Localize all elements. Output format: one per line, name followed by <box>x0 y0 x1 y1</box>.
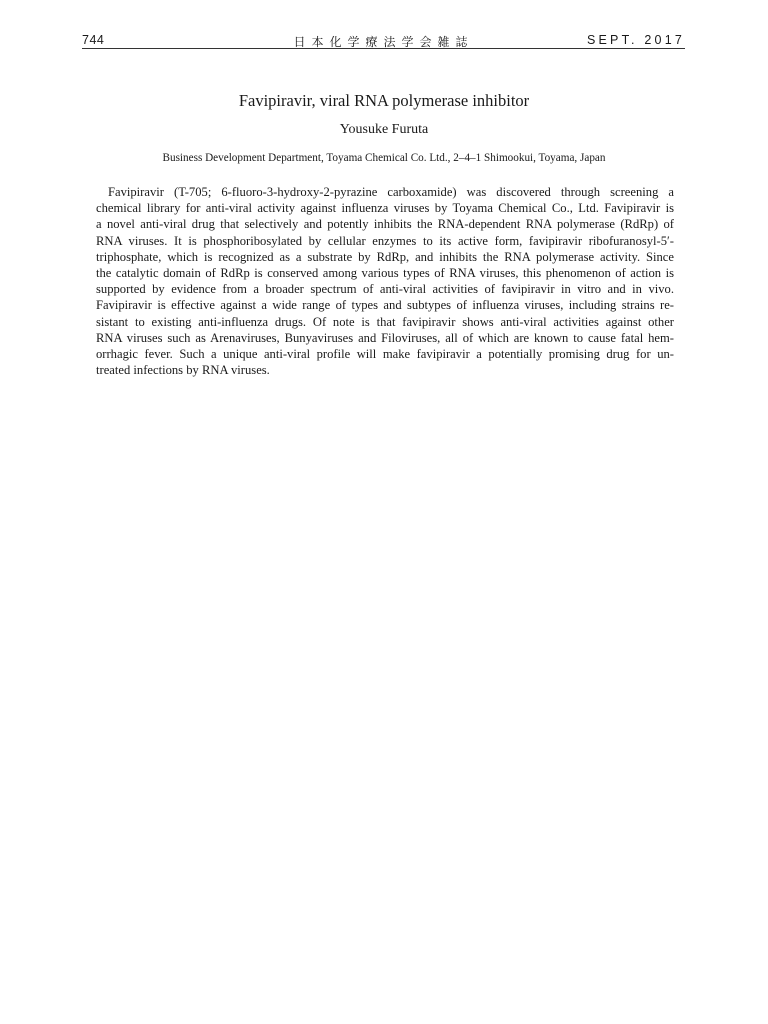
abstract-line: sistant to existing anti-influenza drugs. Of note is that favipiravir shows anti-viral activities against other <box>96 314 674 329</box>
abstract-line: supported by evidence from a broader spectrum of anti-viral activities of favipiravir in vitro and in vivo. <box>96 282 674 297</box>
abstract-line: the catalytic domain of RdRp is conserved among various types of RNA viruses, this phenomenon of action is <box>96 266 674 281</box>
abstract-line: RNA viruses such as Arenaviruses, Bunyaviruses and Filoviruses, all of which are known to cause fatal hem- <box>96 330 674 345</box>
issue-date: SEPT. 2017 <box>586 33 685 47</box>
abstract-line: chemical library for anti-viral activity against influenza viruses by Toyama Chemical Co., Ltd. Favipiravir is <box>96 201 674 216</box>
article-title: Favipiravir, viral RNA polymerase inhibitor <box>238 91 530 110</box>
author-affiliation: Business Development Department, Toyama Chemical Co. Ltd., 2–4–1 Shimookui, Toyama, Japan <box>162 152 606 164</box>
abstract-line: orrhagic fever. Such a unique anti-viral profile will make favipiravir a potentially promising drug for un- <box>96 347 674 362</box>
abstract <box>96 184 674 378</box>
abstract-line: treated infections by RNA viruses. <box>96 363 270 378</box>
abstract-line: RNA viruses. It is phosphoribosylated by cellular enzymes to its active form, favipiravir ribofuranosyl-5′- <box>96 233 674 248</box>
page-number: 744 <box>82 33 105 47</box>
abstract-line: Favipiravir is effective against a wide range of types and subtypes of influenza viruses, including strains re- <box>96 298 674 313</box>
abstract-line: triphosphate, which is recognized as a substrate by RdRp, and inhibits the RNA polymerase activity. Since <box>96 249 674 264</box>
abstract-line: a novel anti-viral drug that selectively and potently inhibits the RNA-dependent RNA polymerase (RdRp) of <box>96 217 674 232</box>
running-header <box>82 31 685 49</box>
article-author: Yousuke Furuta <box>339 122 429 137</box>
abstract-line: Favipiravir (T-705; 6-fluoro-3-hydroxy-2-pyrazine carboxamide) was discovered through screening a <box>108 185 674 199</box>
journal-name: 日本化学療法学会雑誌 <box>293 35 474 49</box>
header-rule <box>82 48 685 49</box>
